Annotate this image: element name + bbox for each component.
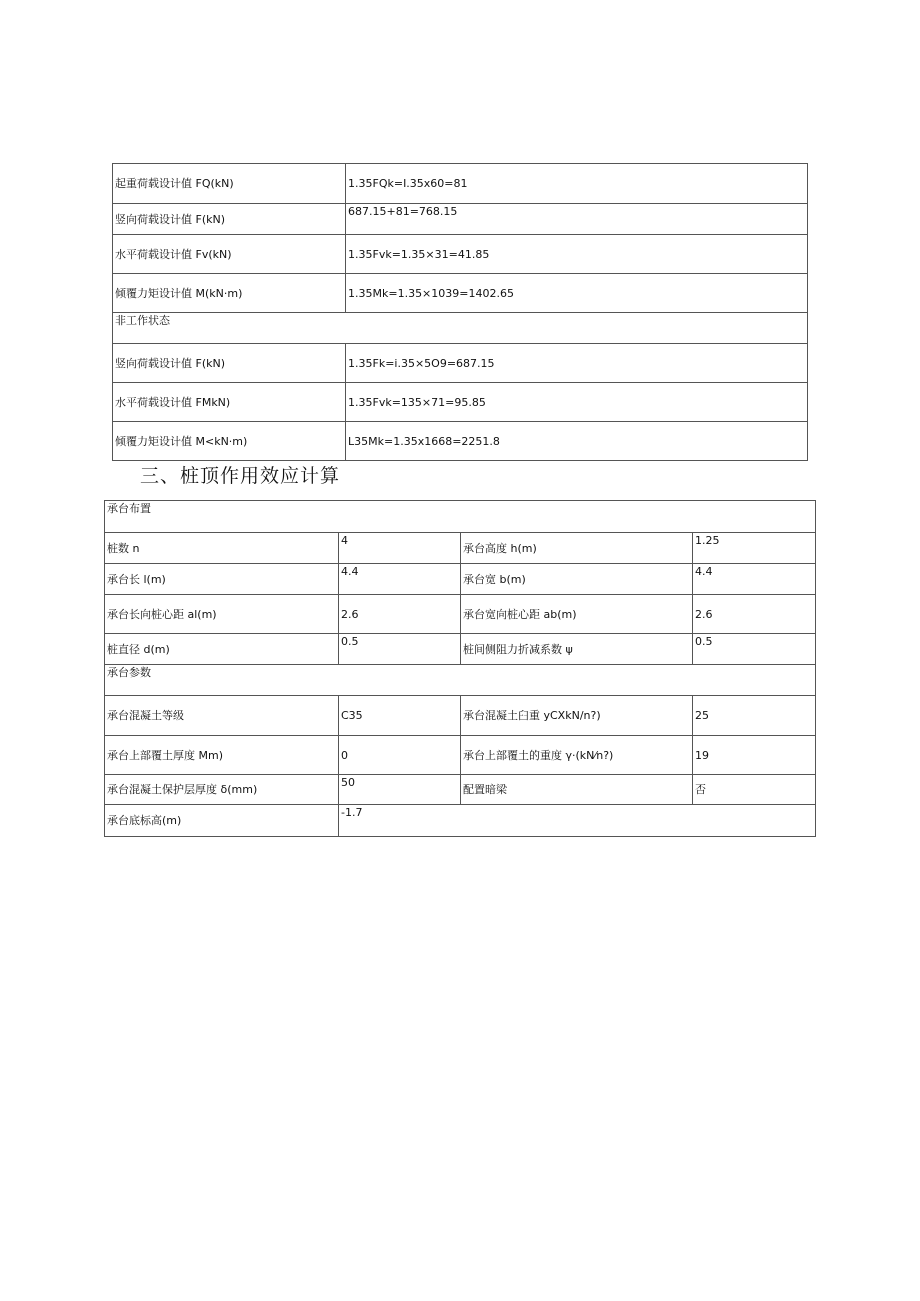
row-label: 竖向荷载设计值 F(kN) bbox=[113, 344, 346, 383]
row-value: 0.5 bbox=[339, 634, 461, 665]
table-row bbox=[105, 595, 816, 634]
row-label: 承台混凝土等级 bbox=[105, 696, 339, 736]
row-value: 4.4 bbox=[693, 564, 816, 595]
row-value: 50 bbox=[339, 775, 461, 805]
row-value: 1.35FQk=I.35x60=81 bbox=[346, 164, 808, 204]
table-row bbox=[113, 164, 808, 204]
row-value: 0 bbox=[339, 736, 461, 775]
cap-layout-header: 承台布置 bbox=[105, 501, 816, 533]
load-design-table bbox=[112, 163, 808, 461]
row-label: 承台上部覆土的重度 γ·(kN⁄n?) bbox=[461, 736, 693, 775]
row-label: 承台长向桩心距 al(m) bbox=[105, 595, 339, 634]
table-row bbox=[105, 736, 816, 775]
row-value: C35 bbox=[339, 696, 461, 736]
row-label: 承台宽向桩心距 ab(m) bbox=[461, 595, 693, 634]
row-label: 桩数 n bbox=[105, 533, 339, 564]
row-label: 竖向荷载设计值 F(kN) bbox=[113, 204, 346, 235]
row-value: 4 bbox=[339, 533, 461, 564]
pile-cap-table bbox=[104, 500, 816, 837]
table-row bbox=[105, 564, 816, 595]
row-label: 桩直径 d(m) bbox=[105, 634, 339, 665]
table-row bbox=[113, 383, 808, 422]
table-row bbox=[113, 235, 808, 274]
section-header-row bbox=[113, 313, 808, 344]
row-value: 1.35Fk=i.35×5O9=687.15 bbox=[346, 344, 808, 383]
row-value: -1.7 bbox=[339, 805, 816, 837]
row-label: 桩间侧阻力折减系数 ψ bbox=[461, 634, 693, 665]
section-header-row bbox=[105, 665, 816, 696]
row-label: 承台底标高(m) bbox=[105, 805, 339, 837]
row-value: 4.4 bbox=[339, 564, 461, 595]
row-label: 承台上部覆土厚度 Mm) bbox=[105, 736, 339, 775]
row-value: 25 bbox=[693, 696, 816, 736]
row-value: L35Mk=1.35x1668=2251.8 bbox=[346, 422, 808, 461]
section-title: 三、桩顶作用效应计算 bbox=[140, 465, 341, 487]
row-label: 承台高度 h(m) bbox=[461, 533, 693, 564]
cap-params-header: 承台参数 bbox=[105, 665, 816, 696]
row-value: 2.6 bbox=[693, 595, 816, 634]
table-row bbox=[105, 696, 816, 736]
row-value: 1.35Fvk=135×71=95.85 bbox=[346, 383, 808, 422]
table-row bbox=[105, 775, 816, 805]
row-label: 承台混凝土臼重 yCXkN/n?) bbox=[461, 696, 693, 736]
row-label: 配置暗梁 bbox=[461, 775, 693, 805]
row-label: 承台宽 b(m) bbox=[461, 564, 693, 595]
row-value: 19 bbox=[693, 736, 816, 775]
non-working-state-header: 非工作状态 bbox=[113, 313, 808, 344]
table-row bbox=[105, 805, 816, 837]
row-label: 水平荷载设计值 Fv(kN) bbox=[113, 235, 346, 274]
row-label: 承台混凝土保护层厚度 δ(mm) bbox=[105, 775, 339, 805]
row-value: 2.6 bbox=[339, 595, 461, 634]
table-row bbox=[113, 274, 808, 313]
table-row bbox=[113, 344, 808, 383]
table-row bbox=[105, 533, 816, 564]
row-label: 倾覆力矩设计值 M(kN·m) bbox=[113, 274, 346, 313]
section-header-row bbox=[105, 501, 816, 533]
row-label: 起重荷载设计值 FQ(kN) bbox=[113, 164, 346, 204]
row-value: 1.35Mk=1.35×1039=1402.65 bbox=[346, 274, 808, 313]
table-row bbox=[113, 204, 808, 235]
row-label: 倾覆力矩设计值 M<kN·m) bbox=[113, 422, 346, 461]
row-value: 1.25 bbox=[693, 533, 816, 564]
row-label: 水平荷载设计值 FMkN) bbox=[113, 383, 346, 422]
row-value: 1.35Fvk=1.35×31=41.85 bbox=[346, 235, 808, 274]
row-value: 否 bbox=[693, 775, 816, 805]
row-label: 承台长 l(m) bbox=[105, 564, 339, 595]
table-row bbox=[105, 634, 816, 665]
row-value: 687.15+81=768.15 bbox=[346, 204, 808, 235]
table-row bbox=[113, 422, 808, 461]
row-value: 0.5 bbox=[693, 634, 816, 665]
